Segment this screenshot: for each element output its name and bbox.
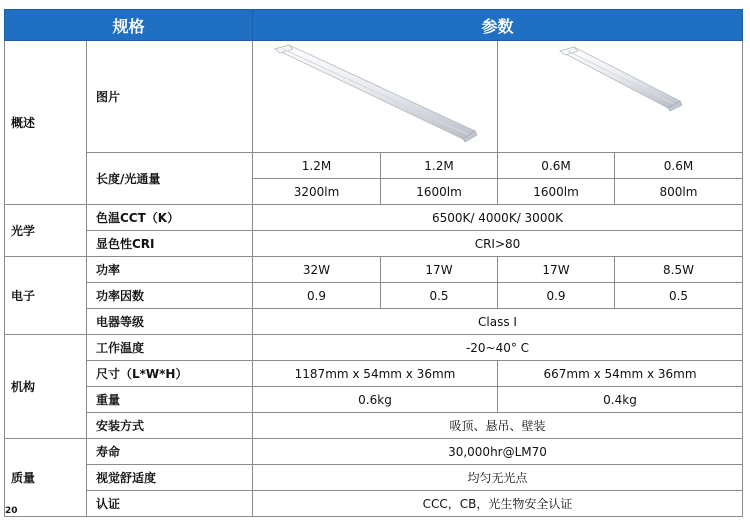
weight-value: 0.6kg (253, 387, 498, 413)
life-value: 30,000hr@LM70 (253, 439, 743, 465)
category-electrical: 电子 (5, 257, 87, 335)
power-factor-value: 0.9 (498, 283, 615, 309)
length-value: 1.2M (253, 153, 381, 179)
power-row (5, 257, 743, 283)
flux-value: 1600lm (498, 179, 615, 205)
mount-label: 安装方式 (87, 413, 253, 439)
temperature-value: -20~40° C (253, 335, 743, 361)
size-value: 667mm x 54mm x 36mm (498, 361, 743, 387)
temperature-row (5, 335, 743, 361)
category-overview: 概述 (5, 41, 87, 205)
lamp-image-short (498, 41, 743, 153)
life-label: 寿命 (87, 439, 253, 465)
length-row (5, 153, 743, 179)
header-row (5, 10, 743, 41)
category-quality (5, 439, 87, 517)
mount-row (5, 413, 743, 439)
class-label: 电器等级 (87, 309, 253, 335)
comfort-label: 视觉舒适度 (87, 465, 253, 491)
power-value: 8.5W (615, 257, 743, 283)
category-quality-label: 质量 (11, 471, 36, 485)
size-value: 1187mm x 54mm x 36mm (253, 361, 498, 387)
linear-lamp-long-icon (253, 41, 498, 151)
cri-label: 显色性CRI (87, 231, 253, 257)
header-spec: 规格 (5, 10, 253, 41)
lamp-image-long (253, 41, 498, 153)
length-value: 0.6M (615, 153, 743, 179)
weight-value: 0.4kg (498, 387, 743, 413)
power-factor-value: 0.5 (381, 283, 498, 309)
temperature-label: 工作温度 (87, 335, 253, 361)
certification-label: 认证 (87, 491, 253, 517)
cct-value: 6500K/ 4000K/ 3000K (253, 205, 743, 231)
flux-value: 800lm (615, 179, 743, 205)
mount-value: 吸顶、悬吊、壁装 (253, 413, 743, 439)
certification-value: CCC，CB，光生物安全认证 (253, 491, 743, 517)
power-factor-row (5, 283, 743, 309)
comfort-value: 均匀无光点 (253, 465, 743, 491)
linear-lamp-short-icon (498, 41, 743, 151)
category-optical: 光学 (5, 205, 87, 257)
category-mechanical: 机构 (5, 335, 87, 439)
flux-value: 1600lm (381, 179, 498, 205)
power-factor-label: 功率因数 (87, 283, 253, 309)
class-row (5, 309, 743, 335)
class-value: Class I (253, 309, 743, 335)
life-row (5, 439, 743, 465)
cct-row (5, 205, 743, 231)
power-label: 功率 (87, 257, 253, 283)
certification-row (5, 491, 743, 517)
power-value: 32W (253, 257, 381, 283)
length-value: 0.6M (498, 153, 615, 179)
spec-table (4, 9, 743, 517)
power-value: 17W (381, 257, 498, 283)
power-factor-value: 0.5 (615, 283, 743, 309)
cri-value: CRI>80 (253, 231, 743, 257)
header-params: 参数 (253, 10, 743, 41)
page-number: 20 (5, 506, 18, 516)
cct-label: 色温CCT（K） (87, 205, 253, 231)
power-value: 17W (498, 257, 615, 283)
cri-row (5, 231, 743, 257)
weight-label: 重量 (87, 387, 253, 413)
size-label: 尺寸（L*W*H） (87, 361, 253, 387)
comfort-row (5, 465, 743, 491)
flux-value: 3200lm (253, 179, 381, 205)
size-row (5, 361, 743, 387)
power-factor-value: 0.9 (253, 283, 381, 309)
picture-row (5, 41, 743, 153)
picture-label: 图片 (87, 41, 253, 153)
weight-row (5, 387, 743, 413)
length-value: 1.2M (381, 153, 498, 179)
length-label: 长度/光通量 (87, 153, 253, 205)
